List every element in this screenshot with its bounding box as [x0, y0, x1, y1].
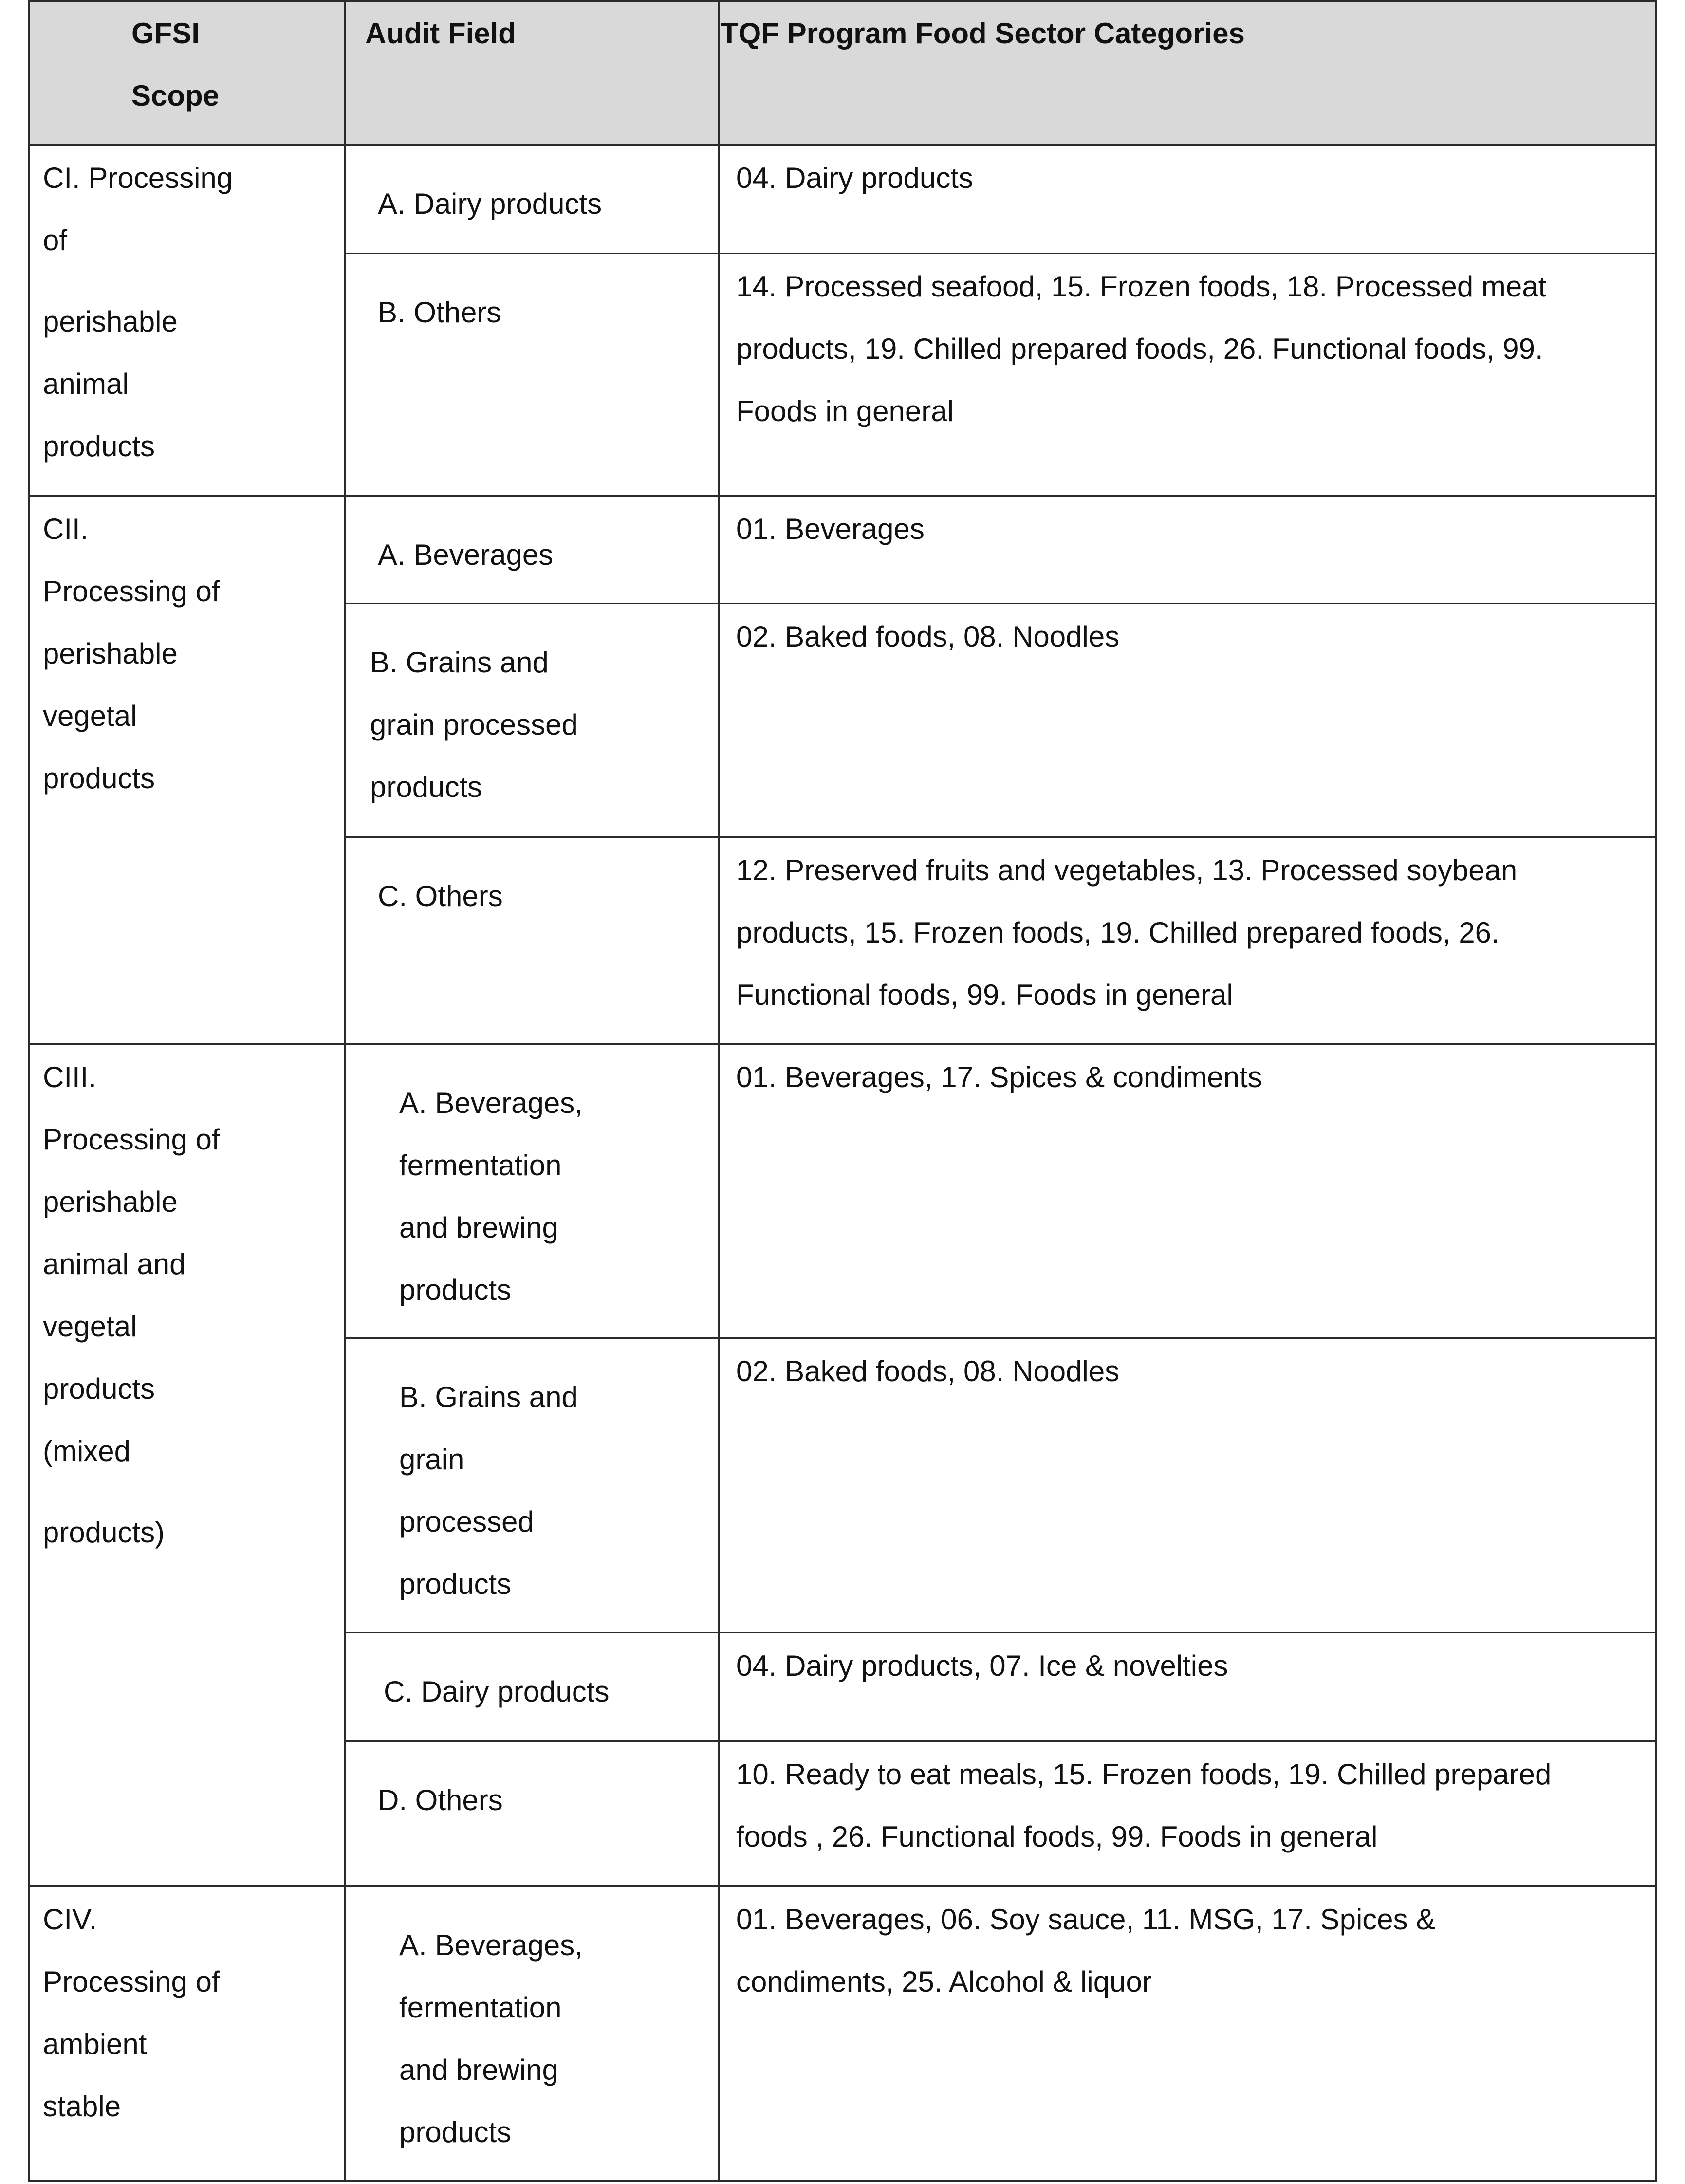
- scope-text: Processing of: [43, 1123, 220, 1156]
- audit-field-text: grain: [399, 1443, 464, 1476]
- scope-text: vegetal: [43, 1310, 137, 1343]
- scope-text: of: [43, 224, 68, 257]
- audit-field-text: A. Beverages,: [399, 1087, 583, 1119]
- audit-field-text: B. Others: [378, 296, 501, 329]
- scope-text: perishable: [43, 305, 178, 338]
- row-divider: [345, 1632, 1657, 1633]
- scope-text: Processing of: [43, 1965, 220, 1998]
- audit-field-text: products: [370, 771, 482, 803]
- tqf-category-text: 02. Baked foods, 08. Noodles: [736, 1355, 1120, 1388]
- scope-text: products): [43, 1516, 165, 1549]
- scope-text: CIII.: [43, 1061, 97, 1093]
- audit-field-text: B. Grains and: [399, 1381, 578, 1413]
- tqf-category-text: 01. Beverages: [736, 513, 925, 545]
- audit-field-text: fermentation: [399, 1991, 562, 2024]
- tqf-category-text: products, 15. Frozen foods, 19. Chilled prepared foods, 26.: [736, 916, 1500, 949]
- audit-field-text: and brewing: [399, 2054, 558, 2086]
- scope-text: vegetal: [43, 700, 137, 732]
- audit-field-text: C. Others: [378, 880, 503, 912]
- scope-text: animal: [43, 368, 129, 400]
- scope-text: stable: [43, 2090, 121, 2123]
- audit-field-text: A. Beverages,: [399, 1929, 583, 1962]
- audit-field-text: and brewing: [399, 1211, 558, 1244]
- audit-field-text: products: [399, 2116, 512, 2148]
- row-divider: [345, 253, 1657, 254]
- audit-field-text: products: [399, 1568, 512, 1600]
- row-divider: [29, 1043, 1657, 1045]
- scope-text: (mixed: [43, 1435, 131, 1467]
- tqf-category-text: 02. Baked foods, 08. Noodles: [736, 620, 1120, 653]
- audit-field-text: A. Beverages: [378, 538, 554, 571]
- header-divider: [29, 144, 1657, 146]
- scope-text: animal and: [43, 1248, 186, 1280]
- tqf-category-text: 04. Dairy products: [736, 162, 973, 194]
- audit-field-text: C. Dairy products: [384, 1675, 610, 1708]
- table-border-top: [29, 0, 1657, 2]
- audit-field-text: grain processed: [370, 708, 578, 741]
- table-border-right: [1655, 0, 1657, 2182]
- scope-text: CI. Processing: [43, 162, 233, 194]
- tqf-category-text: foods , 26. Functional foods, 99. Foods in general: [736, 1820, 1378, 1853]
- row-divider: [29, 1885, 1657, 1887]
- audit-field-text: products: [399, 1274, 512, 1306]
- scope-text: CII.: [43, 513, 89, 545]
- row-divider: [345, 1740, 1657, 1742]
- tqf-category-text: 01. Beverages, 17. Spices & condiments: [736, 1061, 1262, 1093]
- header-gfsi-line-1: GFSI: [131, 17, 200, 50]
- tqf-category-text: 04. Dairy products, 07. Ice & novelties: [736, 1649, 1228, 1682]
- audit-field-text: D. Others: [378, 1784, 503, 1816]
- scope-text: perishable: [43, 1185, 178, 1218]
- header-tqf-categories: TQF Program Food Sector Categories: [721, 17, 1245, 50]
- tqf-category-text: products, 19. Chilled prepared foods, 26. Functional foods, 99.: [736, 333, 1543, 365]
- header-gfsi-line-2: Scope: [131, 79, 220, 112]
- tqf-category-text: Functional foods, 99. Foods in general: [736, 979, 1233, 1011]
- table-border-left: [28, 0, 30, 2182]
- row-divider: [345, 836, 1657, 838]
- header-audit-field: Audit Field: [365, 17, 516, 50]
- tqf-category-text: 14. Processed seafood, 15. Frozen foods, 18. Processed meat: [736, 270, 1547, 303]
- row-divider: [345, 1337, 1657, 1339]
- audit-field-text: B. Grains and: [370, 646, 549, 679]
- table-border-bottom: [29, 2180, 1657, 2182]
- tqf-category-text: 12. Preserved fruits and vegetables, 13. Processed soybean: [736, 854, 1518, 887]
- tqf-category-text: condiments, 25. Alcohol & liquor: [736, 1965, 1152, 1998]
- row-divider: [345, 603, 1657, 604]
- row-divider: [29, 495, 1657, 497]
- audit-field-text: fermentation: [399, 1149, 562, 1182]
- scope-text: products: [43, 430, 155, 463]
- tqf-category-text: 10. Ready to eat meals, 15. Frozen foods, 19. Chilled prepared: [736, 1758, 1552, 1791]
- scope-text: perishable: [43, 637, 178, 670]
- column-divider: [718, 0, 720, 2182]
- tqf-category-text: 01. Beverages, 06. Soy sauce, 11. MSG, 17. Spices &: [736, 1903, 1436, 1936]
- audit-field-text: A. Dairy products: [378, 187, 602, 220]
- scope-text: ambient: [43, 2028, 147, 2060]
- scope-text: products: [43, 762, 155, 795]
- tqf-category-text: Foods in general: [736, 395, 954, 427]
- scope-text: Processing of: [43, 575, 220, 608]
- scope-text: CIV.: [43, 1903, 97, 1936]
- audit-field-text: processed: [399, 1505, 534, 1538]
- scope-text: products: [43, 1372, 155, 1405]
- column-divider: [344, 0, 346, 2182]
